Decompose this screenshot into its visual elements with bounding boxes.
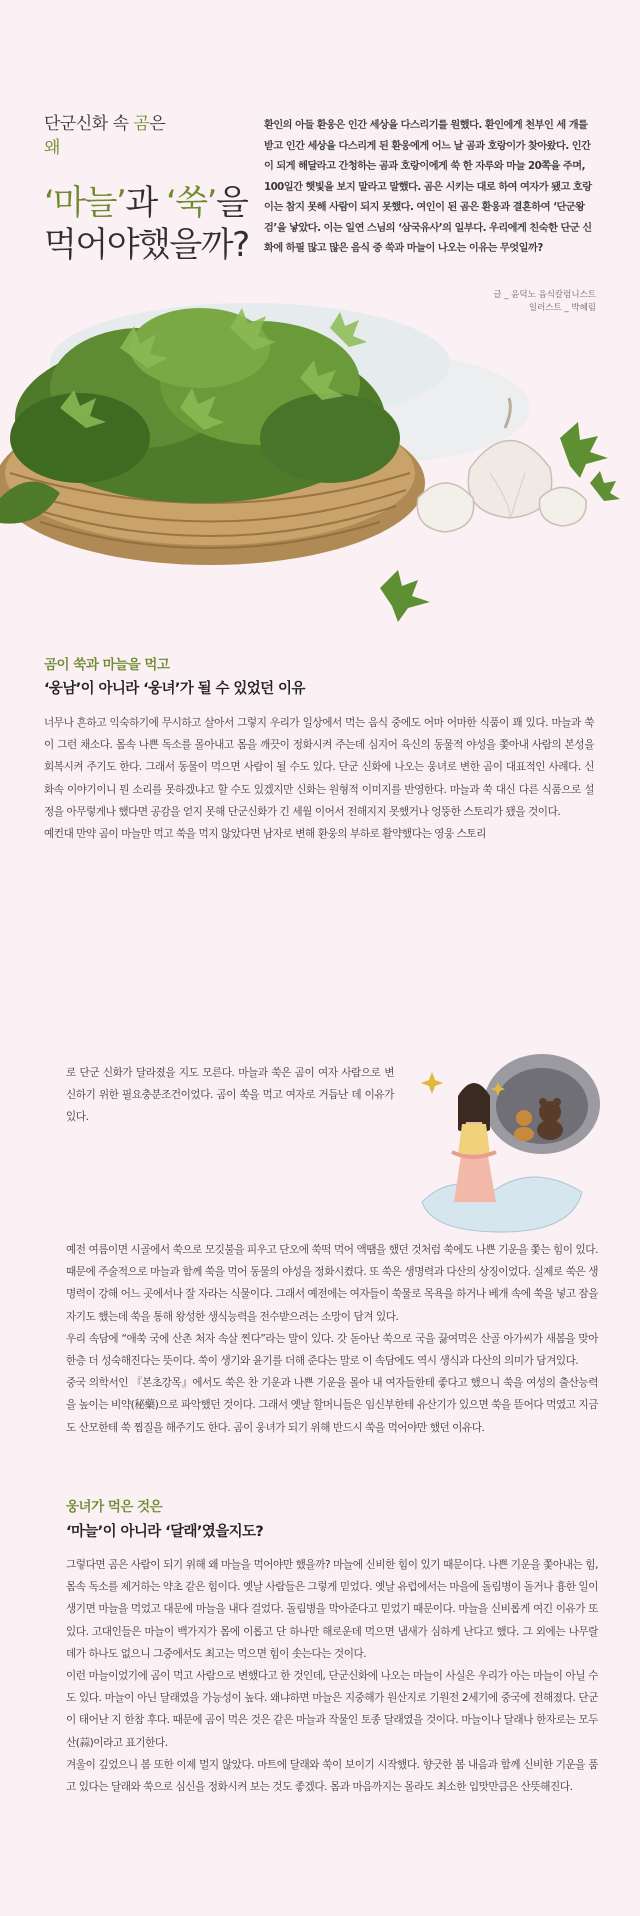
mugwort-garlic-illustration [0,268,640,638]
section1-kicker: 곰이 쑥과 마늘을 먹고 [44,657,170,673]
ungnyeo-illustration [412,1052,604,1240]
page-title [44,182,249,266]
paragraph: 예컨대 만약 곰이 마늘만 먹고 쑥을 먹지 않았다면 남자로 변해 환웅의 부하로 활약했다는 영웅 스토리 [44,828,486,841]
title-mugwort: ‘쑥’ [165,183,216,223]
paragraph: 예전 여름이면 시골에서 쑥으로 모깃불을 피우고 단오에 쑥떡 먹어 액땜을 했던 것처럼 쑥에도 나쁜 기운을 쫓는 힘이 있다. 때문에 주술적으로 마늘과 함께 쑥을 먹어 동물의 야성을 정화시켰다. 또 쑥은 생명력과 다산의 상징이었다. 실제로 쑥은 생명력이 강해 어느 곳에서나 잘 자라는 식물이다. 그래서 예전에는 여자들이 쑥물로 목욕을 하거나 베개 속에 쑥을 넣고 잠을 자기도 했는데 쑥을 통해 왕성한 생식능력을 전수받으려는 소망이 담겨 있다. [66,1244,598,1323]
section2-kicker: 웅녀가 먹은 것은 [66,1499,163,1515]
intro-paragraph: 환인의 아들 환웅은 인간 세상을 다스리기를 원했다. 환인에게 천부인 세 개를 받고 인간 세상을 다스리게 된 환웅에게 어느 날 곰과 호랑이가 찾아왔다. 인간이 되게 해달라고 간청하는 곰과 호랑이에게 쑥 한 자루와 마늘 20쪽을 주며, 100일간 햇빛을 보지 말라고 말했다. 곰은 시키는 대로 하여 여자가 됐고 호랑이는 참지 못해 사람이 되지 못했다. 여인이 된 곰은 환웅과 결혼하여 ‘단군왕검’을 낳았다. 이는 일연 스님의 ‘삼국유사’의 일부다. 우리에게 친숙한 단군 신화에 하필 많고 많은 음식 중 쑥과 마늘이 나오는 이유는 무엇일까? [264,120,592,254]
headline-kicker [44,112,165,160]
credit-illustrator: 일러스트 _ 박혜림 [528,303,596,313]
title-line2: 먹어야했을까? [44,225,249,265]
woman-icon [452,1083,496,1202]
paragraph: 겨울이 깊었으니 봄 또한 이제 멀지 않았다. 마트에 달래와 쑥이 보이기 시작했다. 향긋한 봄 내음과 함께 신비한 기운을 품고 있다는 달래와 쑥으로 심신을 정화시켜 보는 것도 좋겠다. 몸과 마음까지는 몰라도 최소한 입맛만큼은 산뜻해진다. [66,1758,598,1794]
continuation-paragraph: 로 단군 신화가 달라졌을 지도 모른다. 마늘과 쑥은 곰이 여자 사람으로 변신하기 위한 필요충분조건이었다. 곰이 쑥을 먹고 여자로 거듭난 데 이유가 있다. [66,1067,394,1124]
credit-writer: 글 _ 윤덕노 음식칼럼니스트 [493,290,596,300]
title-connector: 과 [125,183,166,223]
paragraph: 이런 마늘이었기에 곰이 먹고 사람으로 변했다고 한 것인데, 단군신화에 나오는 마늘이 사실은 우리가 아는 마늘이 아닐 수도 있다. 마늘이 아닌 달래였을 가능성이 높다. 왜냐하면 마늘은 지중해가 원산지로 기원전 2세기에 중국에 전해졌다. 단군이 태어난 지 한참 후다. 때문에 곰이 먹은 것은 같은 마늘과 작물인 토종 달래였을 것이다. 마늘이나 달래나 한자로는 모두 산(蒜)이라고 표기한다. [66,1670,598,1749]
kicker-text: 단군신화 속 [44,114,134,134]
section2-body [66,1554,598,1798]
section2-title: ‘마늘’이 아니라 ‘달래’였을지도? [66,1524,264,1540]
paragraph: 그렇다면 곰은 사람이 되기 위해 왜 마늘을 먹어야만 했을까? 마늘에 신비한 힘이 있기 때문이다. 나쁜 기운을 쫓아내는 힘, 몸속 독소를 제거하는 약초 같은 힘이다. 옛날 사람들은 그렇게 믿었다. 옛날 유럽에서는 마을에 돌림병이 돌거나 흉한 일이 생기면 마늘을 먹었고 대문에 마늘을 내다 걸었다. 돌림병을 막아준다고 믿었기 때문이다. 마늘을 신비롭게 여긴 이유가 또 있다. 고대인들은 마늘이 백가지가 몸에 이롭고 단 하나만 해로운데 먹으면 냄새가 심하게 난다고 했다. 그 외에는 나무랄 데가 하나도 없으니 그중에서도 최고는 먹으면 힘이 솟는다는 것이다. [66,1559,598,1660]
section1-title: ‘웅남’이 아니라 ‘웅녀’가 될 수 있었던 이유 [44,681,305,697]
section1-body [44,712,594,845]
kicker-text-end: 은 [149,114,166,134]
paragraph: 중국 의학서인 『본초강목』에서도 쑥은 찬 기운과 나쁜 기운을 몰아 내 여자들한테 좋다고 했으니 쑥을 여성의 출산능력을 높이는 비약(秘藥)으로 파악했던 것이다. 그래서 옛날 할머니들은 임신부한테 유산기가 있으면 쑥을 뜯어다 먹였고 지금도 산모한테 쑥 찜질을 해주기도 한다. 곰이 웅녀가 되기 위해 반드시 쑥을 먹어야만 했던 이유다. [66,1377,598,1434]
paragraph: 우리 속담에 “애쑥 국에 산촌 처자 속살 찐다”라는 말이 있다. 갓 돋아난 쑥으로 국을 끓여먹은 산골 아가씨가 새봄을 맞아 한층 더 성숙해진다는 뜻이다. 쑥이 생기와 윤기를 더해 준다는 말로 이 속담에도 역시 생식과 다산의 의미가 담겨있다. [66,1332,598,1368]
title-particle: 을 [215,183,248,223]
paragraph: 너무나 흔하고 익숙하기에 무시하고 살아서 그렇지 우리가 일상에서 먹는 음식 중에도 어마 어마한 식품이 꽤 있다. 마늘과 쑥이 그런 채소다. 몸속 나쁜 독소를 몰아내고 몸을 깨끗이 정화시켜 주는데 심지어 육신의 동물적 야성을 쫓아내 사람의 본성을 회복시켜 주기도 한다. 그래서 동물이 먹으면 사람이 될 수도 있다. 단군 신화에 나오는 웅녀로 변한 곰이 대표적인 사례다. 신화속 이야기이니 뭔 소리를 못하겠냐고 할 수도 있겠지만 신화는 원형적 이미지를 반영한다. 마늘과 쑥 대신 다른 식품으로 설정을 아무렇게나 했다면 공감을 얻지 못해 단군신화가 긴 세월 이어서 전해지지 못했거나 엉뚱한 스토리가 됐을 것이다. [44,717,594,818]
continuation-body [66,1239,598,1439]
kicker-line2: 왜 [44,138,60,158]
title-garlic: ‘마늘’ [44,183,126,223]
kicker-highlight: 곰 [133,114,150,134]
